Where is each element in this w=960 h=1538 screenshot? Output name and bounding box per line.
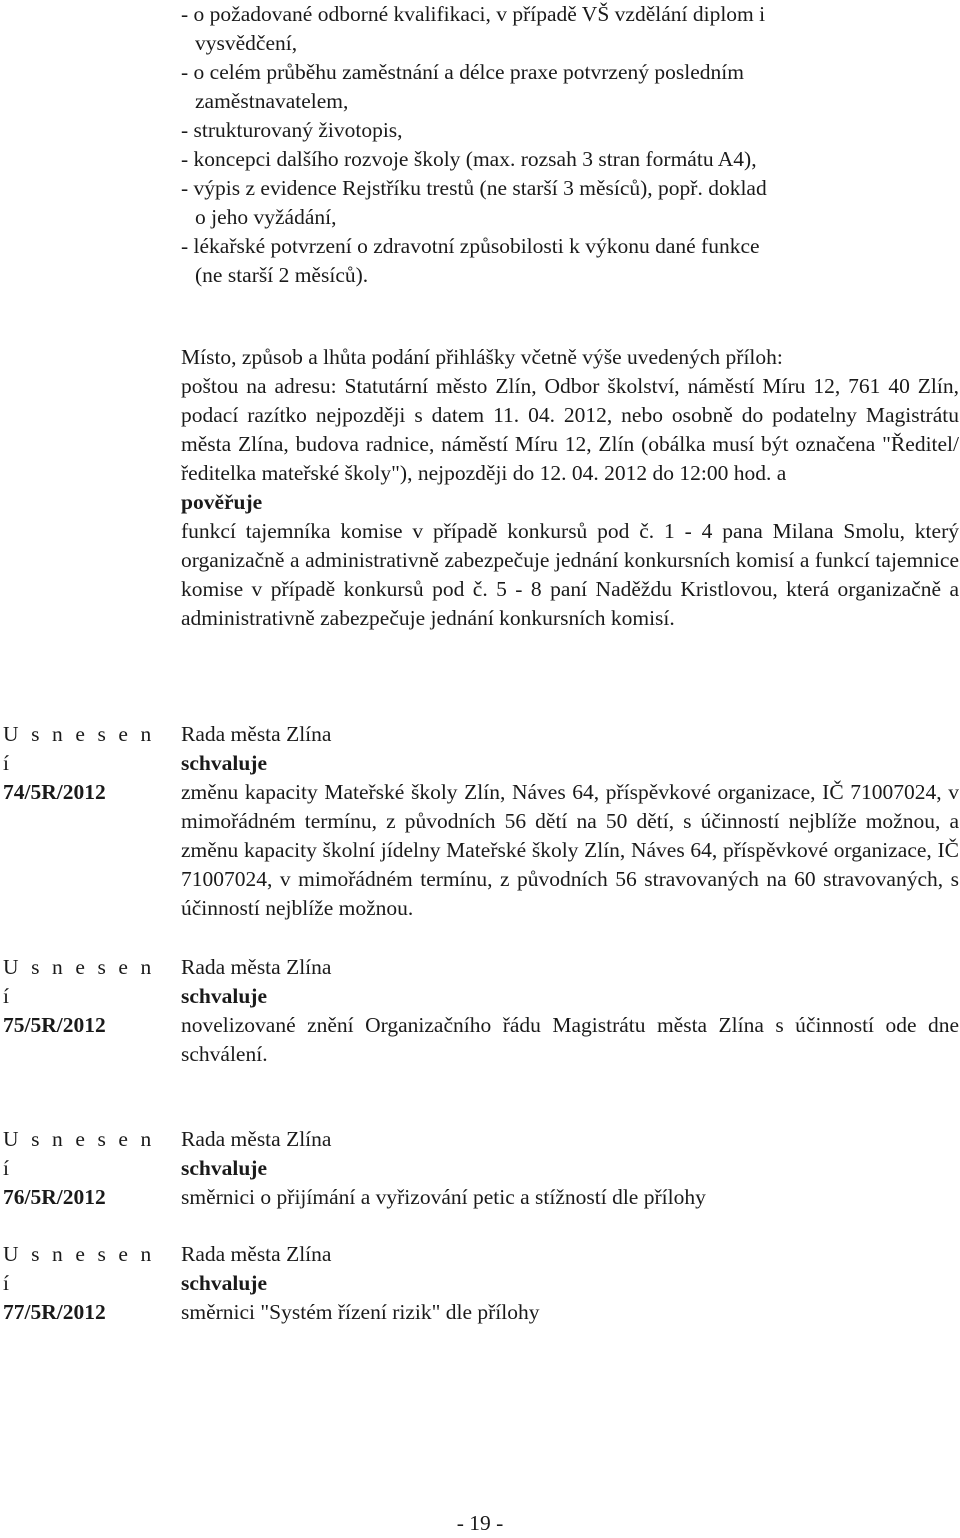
requirements-list: [181, 0, 781, 290]
resolution-council: Rada města Zlína: [181, 1242, 332, 1266]
delegation-verb: pověřuje: [181, 490, 263, 514]
resolution-text: směrnici "Systém řízení rizik" dle přílohy: [181, 1300, 540, 1324]
resolution-verb: schvaluje: [181, 984, 267, 1008]
resolution-verb: schvaluje: [181, 1271, 267, 1295]
resolution-body-76: [181, 1125, 959, 1212]
page-number: - 19 -: [456, 1511, 504, 1535]
resolution-text: směrnici o přijímání a vyřizování petic a stížností dle přílohy: [181, 1185, 706, 1209]
resolution-text: změnu kapacity Mateřské školy Zlín, Náves 64, příspěvkové organizace, IČ 71007024, v mimořádném termínu, z původních 56 dětí na 50 dětí, s účinností nejblíže možnou, a změnu kapacity školní jídelny Mateřské školy Zlín, Náves 64, příspěvkové organizace, IČ 71007024, v mimořádném termínu, z původních 56 stravovaných na 60 stravovaných, s účinností nejblíže možnou.: [181, 780, 959, 920]
submission-block: [181, 343, 959, 633]
submission-heading: Místo, způsob a lhůta podání přihlášky včetně výše uvedených příloh:: [181, 345, 783, 369]
delegation-text: funkcí tajemníka komise v případě konkursů pod č. 1 - 4 pana Milana Smolu, který organizačně a administrativně zabezpečuje jednání konkursních komisí a funkcí tajemnice komise v případě konkursů pod č. 5 - 8 paní Naděždu Kristlovou, která organizačně a administrativně zabezpečuje jednání konkursních komisí.: [181, 519, 959, 630]
resolution-verb: schvaluje: [181, 751, 267, 775]
requirement-item: - o požadované odborné kvalifikaci, v případě VŠ vzdělání diplom i vysvědčení,: [181, 2, 766, 55]
requirement-item: - o celém průběhu zaměstnání a délce praxe potvrzený posledním zaměstnavatelem,: [181, 60, 744, 113]
resolution-body-75: [181, 953, 959, 1069]
resolution-text: novelizované znění Organizačního řádu Magistrátu města Zlína s účinností ode dne schválení.: [181, 1013, 959, 1066]
resolution-number: 77/5R/2012: [3, 1300, 106, 1324]
resolution-label-76: [3, 1125, 173, 1212]
resolution-number: 76/5R/2012: [3, 1185, 106, 1209]
resolution-council: Rada města Zlína: [181, 722, 332, 746]
resolution-label-74: [3, 720, 173, 807]
requirement-item: - koncepci dalšího rozvoje školy (max. rozsah 3 stran formátu A4),: [181, 147, 757, 171]
resolution-label-77: [3, 1240, 173, 1327]
resolution-council: Rada města Zlína: [181, 1127, 332, 1151]
requirement-item: - výpis z evidence Rejstříku trestů (ne starší 3 měsíců), popř. doklad o jeho vyžádání,: [181, 176, 767, 229]
submission-text: poštou na adresu: Statutární město Zlín, Odbor školství, náměstí Míru 12, 761 40 Zlín, podací razítko nejpozději s datem 11. 04. 2012, nebo osobně do podatelny Magistrátu města Zlína, budova radnice, náměstí Míru 12, Zlín (obálka musí být označena "Ředitel/ředitelka mateřské školy"), nejpozději do 12. 04. 2012 do 12:00 hod. a: [181, 374, 959, 485]
resolution-title: U s n e s e n í: [3, 955, 155, 1008]
requirement-item: - lékařské potvrzení o zdravotní způsobilosti k výkonu dané funkce (ne starší 2 měsíců).: [181, 234, 760, 287]
resolution-number: 75/5R/2012: [3, 1013, 106, 1037]
resolution-number: 74/5R/2012: [3, 780, 106, 804]
resolution-council: Rada města Zlína: [181, 955, 332, 979]
resolution-body-77: [181, 1240, 959, 1327]
requirement-item: - strukturovaný životopis,: [181, 118, 403, 142]
resolution-title: U s n e s e n í: [3, 1242, 155, 1295]
resolution-label-75: [3, 953, 173, 1040]
resolution-verb: schvaluje: [181, 1156, 267, 1180]
resolution-title: U s n e s e n í: [3, 1127, 155, 1180]
resolution-title: U s n e s e n í: [3, 722, 155, 775]
resolution-body-74: [181, 720, 959, 923]
